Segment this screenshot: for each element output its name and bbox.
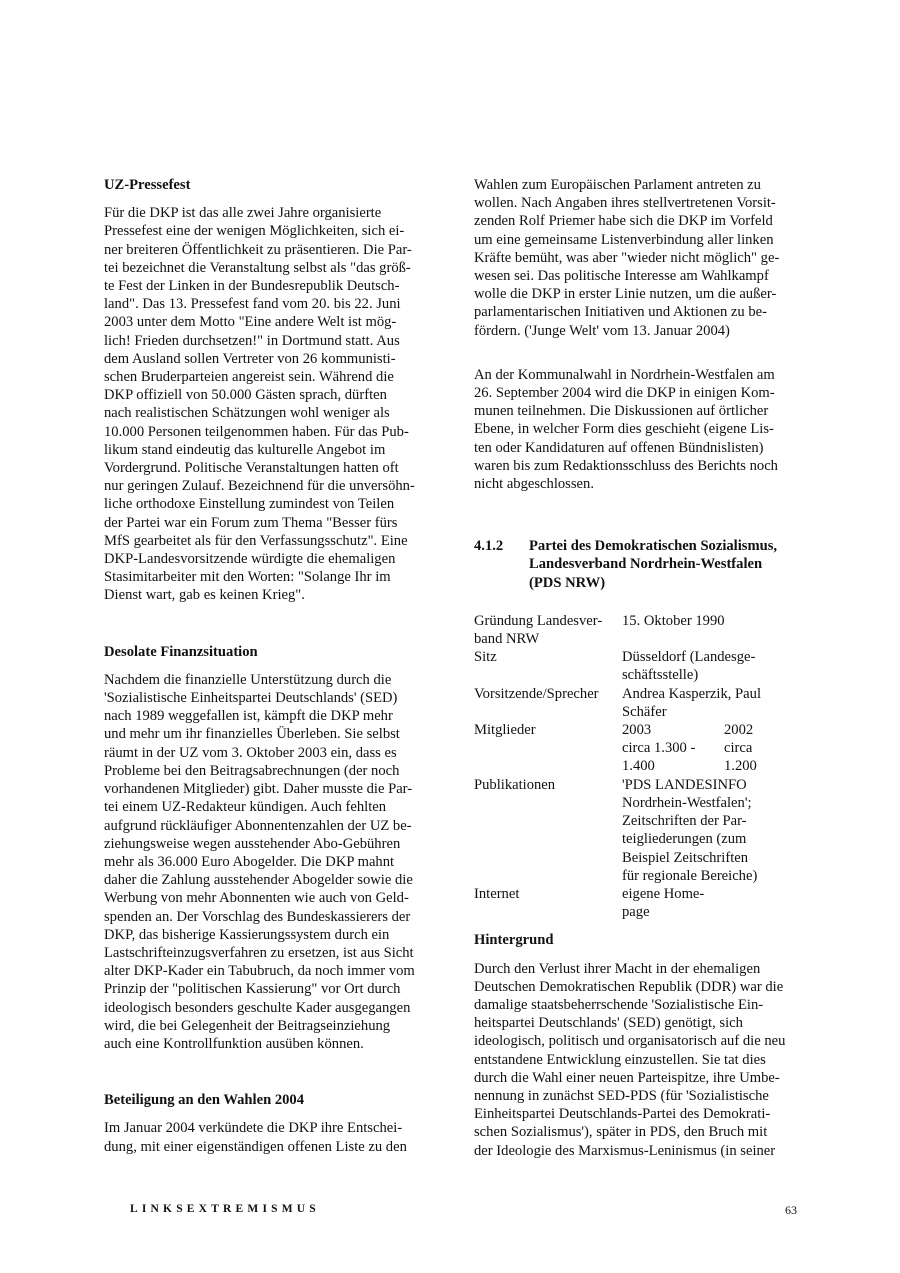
text-line: land". Das 13. Pressefest fand vom 20. bis 22. Juni (104, 296, 401, 313)
text-line: aufgrund rückläufiger Abonnentenzahlen der UZ be- (104, 817, 412, 834)
text-line: Gründung Landesver- (474, 612, 603, 629)
facts-row-vorsitzende (474, 685, 792, 721)
text-line: nach realistischen Schätzungen wohl weniger als (104, 405, 390, 422)
text-line: Mitglieder (474, 722, 536, 739)
text-line: alter DKP-Kader ein Tabubruch, da noch immer vom (104, 963, 415, 980)
text-line: Nordrhein-Westfalen'; (622, 794, 752, 811)
text-line: tei einem UZ-Redakteur kündigen. Auch fehlten (104, 799, 387, 816)
text-line: ideologisch besonders geschulte Kader ausgegangen (104, 999, 411, 1016)
paragraph-kommunalwahl (474, 366, 804, 493)
text-line: der Ideologie des Marxismus-Leninismus (in seiner (474, 1142, 776, 1159)
text-line: circa 1.300 - (622, 740, 696, 757)
running-title: LINKSEXTREMISMUS (130, 1203, 320, 1215)
text-line: 10.000 Personen teilgenommen haben. Für das Pub- (104, 423, 409, 440)
text-line: dem Ausland sollen Vertreter von 26 kommunisti- (104, 350, 396, 367)
text-line: 2002 (724, 722, 754, 739)
text-line: Stasimitarbeiter mit den Worten: "Solange Ihr im (104, 569, 391, 586)
text-line: Andrea Kasperzik, Paul (622, 685, 761, 702)
paragraph-finanzsituation (104, 671, 430, 1053)
text-line: vorhandenen Mitglieder) gibt. Daher musste die Par- (104, 781, 413, 798)
facts-value (622, 776, 792, 885)
text-line: te Fest der Linken in der Bundesrepublik Deutsch- (104, 278, 400, 295)
text-line: 'Sozialistische Einheitspartei Deutschlands' (SED) (104, 690, 398, 707)
text-line: Wahlen zum Europäischen Parlament antreten zu (474, 177, 761, 193)
text-line: liche orthodoxe Einstellung zumindest von Teilen (104, 496, 395, 513)
text-line: zenden Rolf Priemer habe sich die DKP im Vorfeld (474, 213, 773, 230)
text-line: Sitz (474, 649, 497, 666)
facts-key (474, 776, 622, 885)
text-line: ideologisch, politisch und organisatorisch auf die neu (474, 1033, 786, 1050)
text-line: 26. September 2004 wird die DKP in einigen Kom- (474, 385, 775, 402)
text-line: auch eine Kontrollfunktion ausüben können. (104, 1035, 364, 1052)
text-line: Beispiel Zeitschriften (622, 849, 749, 866)
text-line: heitspartei Deutschlands' (SED) genötigt, sich (474, 1015, 743, 1032)
text-line: Schäfer (622, 703, 667, 720)
text-line: teigliederungen (zum (622, 831, 747, 848)
section-number: 4.1.2 (474, 538, 504, 555)
section-heading-wahlen-2004: Beteiligung an den Wahlen 2004 (104, 1092, 305, 1109)
text-line: DKP offiziell von 50.000 Gästen sprach, dürften (104, 387, 387, 404)
section-heading-finanzsituation: Desolate Finanzsituation (104, 643, 258, 660)
section-heading-pds-nrw (474, 537, 804, 592)
right-column (474, 176, 804, 1160)
text-line: wolle die DKP in erster Linie nutzen, um die außer- (474, 286, 777, 303)
text-line: und mehr um ihr finanzielles Überleben. Sie selbst (104, 726, 400, 743)
facts-value (622, 721, 792, 776)
facts-table (474, 612, 792, 921)
text-line: ten oder Kandidaturen auf offenen Bündnislisten) (474, 439, 764, 456)
text-line: ziehungsweise wegen ausstehender Abo-Gebühren (104, 835, 401, 852)
text-line: MfS gearbeitet als für den Verfassungsschutz". Eine (104, 532, 408, 549)
text-line: dung, mit einer eigenständigen offenen Liste zu den (104, 1138, 407, 1155)
text-line: Düsseldorf (Landesge- (622, 649, 756, 666)
facts-row-mitglieder (474, 721, 792, 776)
text-line: An der Kommunalwahl in Nordrhein-Westfalen am (474, 366, 775, 383)
text-line: Dienst wart, gab es keinen Krieg". (104, 587, 305, 604)
facts-key (474, 721, 622, 776)
facts-row-sitz (474, 648, 792, 684)
text-line: Pressefest eine der wenigen Möglichkeiten, sich ei- (104, 223, 405, 240)
text-line: Vordergrund. Politische Veranstaltungen hatten oft (104, 460, 399, 477)
facts-row-publikationen (474, 776, 792, 885)
text-line: munen teilnehmen. Die Diskussionen auf örtlicher (474, 403, 769, 420)
mitglieder-2003 (622, 721, 724, 776)
text-line: der Partei war ein Forum zum Thema "Besser fürs (104, 514, 398, 531)
facts-row-internet (474, 885, 792, 921)
text-line: nennung in zunächst SED-PDS (für 'Sozialistische (474, 1087, 769, 1104)
mitglieder-2002 (724, 721, 792, 776)
text-line: Einheitspartei Deutschlands-Partei des Demokrati- (474, 1106, 771, 1123)
paragraph-europawahl (474, 176, 804, 340)
text-line: DKP-Landesvorsitzende würdigte die ehemaligen (104, 551, 396, 568)
text-line: Probleme bei den Beitragsabrechnungen (der noch (104, 762, 400, 779)
text-line: nur geringen Zulauf. Bezeichnend für die unversöhn- (104, 478, 415, 495)
text-line: Vorsitzende/Sprecher (474, 685, 599, 702)
text-line: durch die Wahl einer neuen Parteispitze, ihre Umbe- (474, 1069, 780, 1086)
text-line: 1.400 (622, 758, 655, 775)
facts-key (474, 685, 622, 721)
section-title (529, 537, 777, 592)
text-line: circa (724, 740, 753, 757)
facts-row-gruendung (474, 612, 792, 648)
facts-key (474, 612, 622, 648)
text-line: spenden an. Der Vorschlag des Bundeskassierers der (104, 908, 411, 925)
facts-key (474, 648, 622, 684)
paragraph-hintergrund (474, 960, 804, 1160)
text-line: für regionale Bereiche) (622, 867, 758, 884)
text-line: um eine gemeinsame Listenverbindung aller linken (474, 231, 774, 248)
text-line: Ebene, in welcher Form dies geschieht (eigene Lis- (474, 421, 774, 438)
text-line: schen Sozialismus'), später in PDS, den Bruch mit (474, 1124, 768, 1141)
facts-value (622, 648, 792, 684)
facts-value (622, 885, 792, 921)
text-line: Kräfte bemüht, was aber "wieder nicht möglich" ge- (474, 249, 780, 266)
text-line: Publikationen (474, 776, 556, 793)
text-line: page (622, 904, 650, 921)
text-line: fördern. ('Junge Welt' vom 13. Januar 2004) (474, 322, 730, 339)
facts-value (622, 685, 792, 721)
text-line: 'PDS LANDESINFO (622, 776, 747, 793)
text-line: Landesverband Nordrhein-Westfalen (529, 556, 763, 573)
text-line: parlamentarischen Initiativen und Aktionen zu be- (474, 304, 767, 321)
text-line: Durch den Verlust ihrer Macht in der ehemaligen (474, 960, 761, 977)
facts-key (474, 885, 622, 921)
text-line: daher die Zahlung ausstehender Abogelder sowie die (104, 872, 413, 889)
facts-value (622, 612, 792, 648)
text-line: Für die DKP ist das alle zwei Jahre organisierte (104, 205, 382, 222)
text-line: band NRW (474, 631, 540, 648)
text-line: (PDS NRW) (529, 574, 606, 591)
text-line: nach 1989 weggefallen ist, kämpft die DKP mehr (104, 708, 393, 725)
page-number: 63 (785, 1203, 797, 1217)
text-line: Lastschrifteinzugsverfahren zu ersetzen, ist aus Sicht (104, 944, 414, 961)
section-heading-hintergrund: Hintergrund (474, 932, 554, 949)
left-column (104, 176, 430, 1156)
text-line: 2003 (622, 722, 652, 739)
paragraph-wahlen-2004 (104, 1119, 430, 1155)
text-line: nicht abgeschlossen. (474, 476, 594, 493)
text-line: eigene Home- (622, 885, 705, 902)
text-line: ner breiteren Öffentlichkeit zu präsentieren. Die Par- (104, 241, 412, 258)
text-line: wollen. Nach Angaben ihres stellvertretenen Vorsit- (474, 195, 776, 212)
text-line: damalige staatsbeherrschende 'Sozialistische Ein- (474, 996, 764, 1013)
text-line: entstandene Entwicklung einzustellen. Sie tat dies (474, 1051, 766, 1068)
text-line: Partei des Demokratischen Sozialismus, (529, 538, 778, 555)
text-line: wird, die bei Gelegenheit der Beitragseinziehung (104, 1017, 391, 1034)
text-line: Deutschen Demokratischen Republik (DDR) war die (474, 978, 784, 995)
text-line: räumt in der UZ vom 3. Oktober 2003 ein, dass es (104, 744, 397, 761)
section-heading-uz-pressefest: UZ-Pressefest (104, 177, 191, 193)
text-line: waren bis zum Redaktionsschluss des Berichts noch (474, 457, 778, 474)
text-line: Prinzip der "politischen Kassierung" vor Ort durch (104, 981, 401, 998)
text-line: lich! Frieden durchsetzen!" in Dortmund statt. Aus (104, 332, 400, 349)
text-line: Zeitschriften der Par- (622, 813, 747, 830)
text-line: Werbung von mehr Abonnenten wie auch von Geld- (104, 890, 409, 907)
text-line: tei bezeichnet die Veranstaltung selbst als "das größ- (104, 259, 411, 276)
text-line: Im Januar 2004 verkündete die DKP ihre Entschei- (104, 1120, 403, 1137)
text-line: 15. Oktober 1990 (622, 612, 725, 629)
text-line: likum stand eindeutig das kulturelle Angebot im (104, 441, 386, 458)
text-line: wesen sei. Das politische Interesse am Wahlkampf (474, 268, 769, 285)
text-line: 2003 unter dem Motto "Eine andere Welt ist mög- (104, 314, 397, 331)
paragraph-uz-pressefest (104, 204, 430, 604)
text-line: schäftsstelle) (622, 667, 699, 684)
text-line: mehr als 36.000 Euro Abogelder. Die DKP mahnt (104, 853, 395, 870)
text-line: schen Bruderparteien angereist sein. Während die (104, 369, 394, 386)
text-line: Internet (474, 885, 520, 902)
text-line: 1.200 (724, 758, 757, 775)
text-line: DKP, das bisherige Kassierungssystem durch ein (104, 926, 390, 943)
text-line: Nachdem die finanzielle Unterstützung durch die (104, 671, 392, 688)
